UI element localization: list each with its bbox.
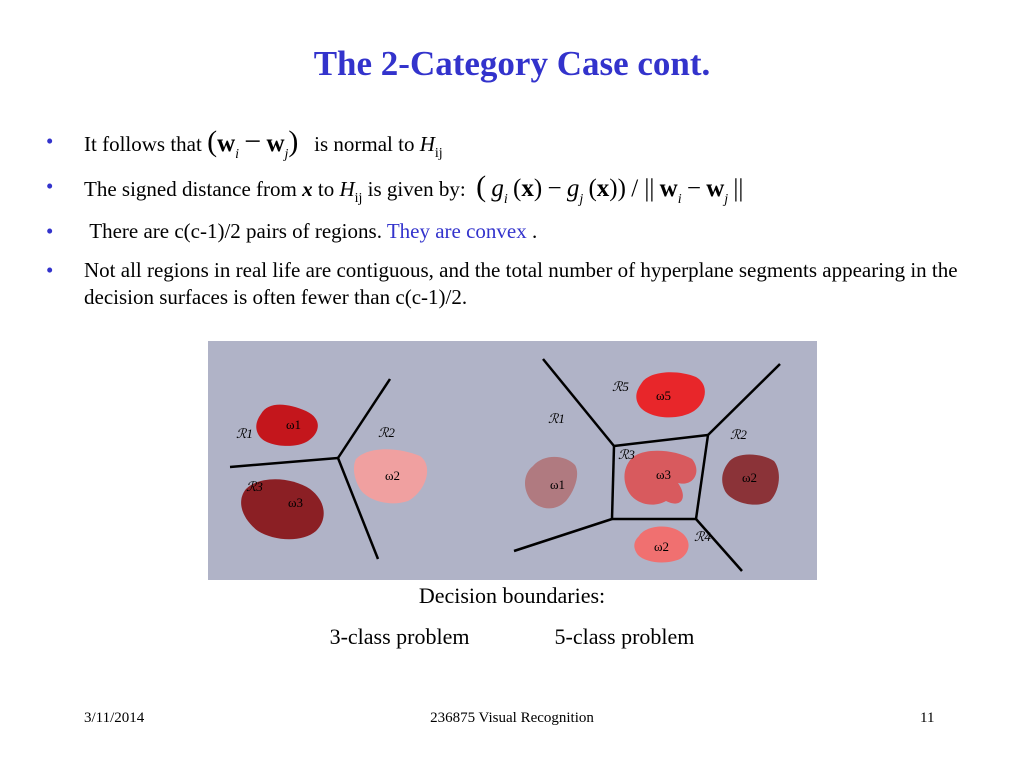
- formula-wi-minus-wj: $(w_i - w_j)$: [207, 125, 299, 162]
- hyperplane-symbol: H: [339, 177, 355, 201]
- caption-left: 3-class problem: [329, 624, 470, 649]
- caption-subtitles: [0, 624, 1024, 650]
- bullet-dot-icon: •: [46, 258, 54, 282]
- bullet-3-end: .: [532, 219, 538, 243]
- bullet-list: [46, 125, 1006, 323]
- bullet-dot-icon: •: [46, 174, 54, 198]
- bullet-2-text: The signed distance from: [84, 177, 297, 201]
- bullet-4-text: Not all regions in real life are contiguous, and the total number of hyperplane segments appearing in the decision surfaces is often fewer than c(c-1)/2.: [84, 258, 958, 309]
- class-label: ω3: [288, 495, 304, 510]
- region-label: ℛ1: [236, 426, 253, 441]
- bullet-3-convex: They are convex: [386, 219, 527, 243]
- caption-right: 5-class problem: [554, 624, 695, 649]
- footer-date: 3/11/2014: [84, 710, 145, 726]
- footer-page-number: 11: [920, 710, 935, 726]
- region-label: ℛ4: [694, 529, 711, 544]
- bullet-item-2: [46, 170, 1006, 207]
- formula-signed-distance: ( $g_i$ $(x) - g_j$ (x)) / || $w_i - w_j$ ||: [476, 170, 744, 207]
- region-label: ℛ3: [618, 447, 635, 462]
- bullet-item-1: [46, 125, 1006, 162]
- region-label: ℛ2: [730, 427, 747, 442]
- region-label: ℛ1: [548, 411, 565, 426]
- hyperplane-subscript: ij: [434, 146, 443, 161]
- bullet-dot-icon: •: [46, 129, 54, 153]
- bullet-3-text: There are c(c-1)/2 pairs of regions.: [89, 219, 382, 243]
- region-label: ℛ2: [378, 425, 395, 440]
- region-label: ℛ3: [246, 479, 263, 494]
- decision-boundaries-figure: [208, 341, 817, 580]
- bullet-1-text: It follows that: [84, 132, 202, 156]
- class-label: ω1: [286, 417, 302, 432]
- region-label: ℛ5: [612, 379, 629, 394]
- bullet-item-3: [46, 218, 1006, 245]
- bullet-item-4: [46, 257, 1006, 311]
- class-label: ω1: [550, 477, 566, 492]
- bullet-1-text-post: is normal to: [314, 132, 415, 156]
- class-label: ω3: [656, 467, 672, 482]
- class-label: ω5: [656, 388, 672, 403]
- footer-course: 236875 Visual Recognition: [430, 710, 594, 726]
- class-label: ω2: [654, 539, 670, 554]
- hyperplane-symbol: H: [419, 132, 435, 156]
- x-symbol: x: [302, 177, 313, 201]
- slide-title: The 2-Category Case cont.: [313, 44, 711, 83]
- bullet-dot-icon: •: [46, 219, 54, 243]
- hyperplane-subscript: ij: [354, 191, 363, 206]
- caption-title: Decision boundaries:: [418, 583, 606, 608]
- class-label: ω2: [742, 470, 758, 485]
- bullet-2-text-post: is given by:: [367, 177, 466, 201]
- class-label: ω2: [385, 468, 401, 483]
- bullet-2-to: to: [317, 177, 335, 201]
